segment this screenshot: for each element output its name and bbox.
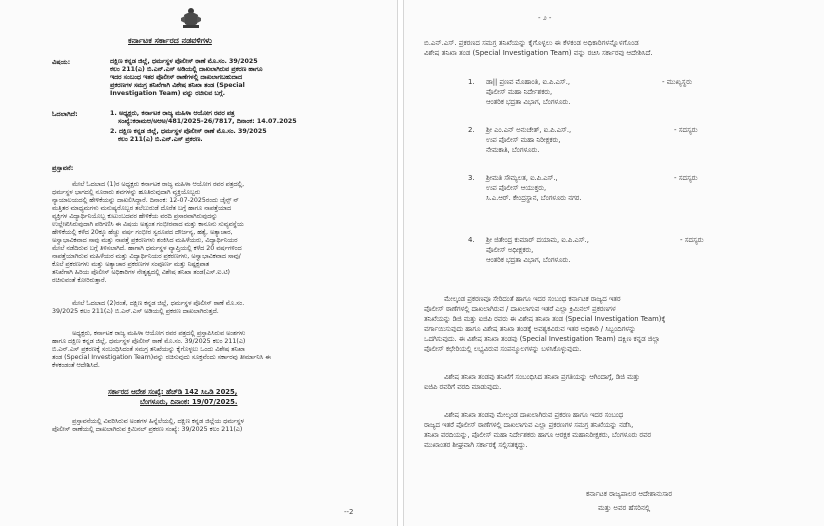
signature-line-2: ಮತ್ತು ಅವರ ಹೆಸರಿನಲ್ಲಿ [598,504,651,512]
page-2: - ೨ - ಬಿ.ಎನ್.ಎಸ್. ಪ್ರಕರಣದ ಸಮಗ್ರ ತನಿಖೆಯನ್ನು ಕೈಗೊಳ್ಳಲು ಈ ಕೆಳಕಂಡ ಅಧಿಕಾರಿಗಳನ್ನೊಳಗೊಂಡ ವಿಶೇಷ ತನಿಖಾ ತಂಡ (Special Investigation Team) ವನ್ನು ರಚಿಸಿ ಸರ್ಕಾರವು ಆದೇಶಿಸಿದೆ. 1. ಡಾ|| ಪ್ರಣವ ಮೊಹಾಂತಿ, ಐ.ಪಿ.ಎಸ್., ಪೊಲೀಸ್ ಮಹಾ ನಿರ್ದೇಶಕರು, ಆಂತರಿಕ ಭದ್ರತಾ ವಿಭಾಗ, ಬೆಂಗಳೂರು. - ಮುಖ್ಯಸ್ಥರು 2. ಶ್ರೀ ಎಂ.ಎನ್ ಅನುಚೇತ್, ಐ.ಪಿ.ಎಸ್., ಉಪ ಪೊಲೀಸ್ ಮಹಾ ನಿರೀಕ್ಷಕರು, ನೇಮಕಾತಿ, ಬೆಂಗಳೂರು. - ಸದಸ್ಯರು 3. ಶ್ರೀಮತಿ ಸೌಮ್ಯಲತ, ಐ.ಪಿ.ಎಸ್., ಉಪ ಪೊಲೀಸ್ ಆಯುಕ್ತರು, ಸಿ.ಎ.ಆರ್. ಕೇಂದ್ರಸ್ಥಾನ, ಬೆಂಗಳೂರು ನಗರ. - ಸದಸ್ಯರು 4. ಶ್ರೀ ಜಿತೇಂದ್ರ ಕುಮಾರ್ ದಯಾಮ, ಐ.ಪಿ.ಎಸ್., ಪೊಲೀಸ್ ಅಧೀಕ್ಷಕರು, ಆಂತರಿಕ ಭದ್ರತಾ ವಿಭಾಗ, ಬೆಂಗಳೂರು. - ಸದಸ್ಯರು ಮೇಲ್ಕಂಡ ಪ್ರಕರಣವೂ ಸೇರಿದಂತೆ ಹಾಗೂ ಇದರ ಸಂಬಂಧ ಕರ್ನಾಟಕ ರಾಜ್ಯದ ಇತರ ಪೊಲೀಸ್ ಠಾಣೆಗಳಲ್ಲಿ ದಾಖಲಾಗಿರುವ / ದಾಖಲಾಗುವ ಇತರೆ ಎಲ್ಲಾ ಕ್ರಿಮಿನಲ್ ಪ್ರಕರಣಗಳ ತನಿಖೆಯನ್ನು ಡಿಜಿ ಮತ್ತು ಐಜಿಪಿ ರವರು ಈ ವಿಶೇಷ ತನಿಖಾ ತಂಡ (Special Investigation Team)ಕ್ಕೆ ವರ್ಗಾಯಿಸುವುದು ಹಾಗೂ ವಿಶೇಷ ತನಿಖಾ ತಂಡಕ್ಕೆ ಅವಶ್ಯಕವಿರುವ ಇತರ ಅಧಿಕಾರಿ / ಸಿಬ್ಬಂದಿಗಳನ್ನು ಒದಗಿಸುವುದು. ಈ ವಿಶೇಷ ತನಿಖಾ ತಂಡವು (Special Investigation Team) ದಕ್ಷಿಣ ಕನ್ನಡ ಜಿಲ್ಲಾ ಪೊಲೀಸ್ ಕಛೇರಿಯಲ್ಲಿ ಲಭ್ಯವಿರುವ ಸಂಪನ್ಮೂಲಗಳನ್ನು ಬಳಸಿಕೊಳ್ಳುವುದು. ವಿಶೇಷ ತನಿಖಾ ತಂಡವು ತನಿಖೆಗೆ ಸಂಬಂಧಿಸಿದ ತನಿಖಾ ಪ್ರಗತಿಯನ್ನು ಆಗಿಂದಾಗ್ಗೆ, ಡಿಜಿ ಮತ್ತು ಐಜಿಪಿ ರವರಿಗೆ ವರದಿ ಮಾಡುವುದು. ವಿಶೇಷ ತನಿಖಾ ತಂಡವು ಮೇಲ್ಕಂಡ ದಾಖಲಾಗಿರುವ ಪ್ರಕರಣ ಹಾಗೂ ಇದರ ಸಂಬಂಧ ರಾಜ್ಯದ ಇತರೆ ಪೊಲೀಸ್ ಠಾಣೆಗಳಲ್ಲಿ ದಾಖಲಾಗುವ ಎಲ್ಲಾ ಪ್ರಕರಣಗಳ ಸಮಗ್ರ ತನಿಖೆಯನ್ನು ನಡೆಸಿ, ತನಿಖಾ ವರದಿಯನ್ನು, ಪೊಲೀಸ್ ಮಹಾ ನಿರ್ದೇಶಕರು ಹಾಗೂ ಆರಕ್ಷಕ ಮಹಾನಿರೀಕ್ಷಕರು, ಬೆಂಗಳೂರು ರವರ ಮುಖಾಂತರ ಶೀಘ್ರವಾಗಿ ಸರ್ಕಾರಕ್ಕೆ ಸಲ್ಲಿಸತಕ್ಕದ್ದು. ಕರ್ನಾಟಕ ರಾಜ್ಯಪಾಲರ ಆದೇಶಾನುಸಾರ ಮತ್ತು ಅವರ ಹೆಸರಿನಲ್ಲಿ [403,0,824,526]
reference-label: ಓದಲಾಗಿದೆ: [52,110,78,118]
order-date-heading: ಬೆಂಗಳೂರು, ದಿನಾಂಕ: 19/07/2025. [140,398,238,406]
next-page-marker: --2 [344,508,354,516]
preamble-label: ಪ್ರಸ್ತಾವನೆ: [52,164,74,172]
government-title: ಕರ್ನಾಟಕ ಸರ್ಕಾರದ ನಡವಳಿಗಳು [128,36,212,45]
order-number-heading: ಸರ್ಕಾರದ ಆದೇಶ ಸಂಖ್ಯೆ: ಹೆಚ್‌ಡಿ 142 ಸಿಒಡಿ 2025, [108,388,238,396]
subject-label: ವಿಷಯ: [52,58,71,66]
signature-line-1: ಕರ್ನಾಟಕ ರಾಜ್ಯಪಾಲರ ಆದೇಶಾನುಸಾರ [586,490,673,498]
page-number: - ೨ - [538,14,552,22]
page-1: ಕರ್ನಾಟಕ ಸರ್ಕಾರದ ನಡವಳಿಗಳು ವಿಷಯ: ದಕ್ಷಿಣ ಕನ್ನಡ ಜಿಲ್ಲೆ, ಧರ್ಮಸ್ಥಳ ಪೊಲೀಸ್ ಠಾಣೆ ಮೊ.ಸಂ. 39/2025 ಕಲಂ 211(ಎ) ಬಿ.ಎನ್.ಎಸ್ ಅಡಿಯಲ್ಲಿ ದಾಖಲಾಗಿರುವ ಪ್ರಕರಣ ಹಾಗೂ ಇದರ ಸಂಬಂಧ ಇತರ ಪೊಲೀಸ್ ಠಾಣೆಗಳಲ್ಲಿ ದಾಖಲಾಗಬಹುದಾದ ಪ್ರಕರಣಗಳ ಸಮಗ್ರ ತನಿಖೆಗಾಗಿ ವಿಶೇಷ ತನಿಖಾ ತಂಡ (Special Investigation Team) ವನ್ನು ರಚಿಸುವ ಬಗ್ಗೆ. ಓದಲಾಗಿದೆ: 1. ಅಧ್ಯಕ್ಷರು, ಕರ್ನಾಟಕ ರಾಜ್ಯ ಮಹಿಳಾ ಆಯೋಗ ರವರ ಪತ್ರ ಸಂಖ್ಯೆ:ಕರಾಮಆ/ಅಆಅ/481/2025-26/7817, ದಿನಾಂಕ: 14.07.2025 2. ದಕ್ಷಿಣ ಕನ್ನಡ ಜಿಲ್ಲೆ, ಧರ್ಮಸ್ಥಳ ಪೊಲೀಸ್ ಠಾಣೆ ಮೊ.ಸಂ. 39/2025 ಕಲಂ 211(ಎ) ಬಿ.ಎನ್.ಎಸ್ ಪ್ರಕರಣ. ಪ್ರಸ್ತಾವನೆ: ಮೇಲೆ ಓದಲಾದ (1)ರ ಅಧ್ಯಕ್ಷರು ಕರ್ನಾಟಕ ರಾಜ್ಯ ಮಹಿಳಾ ಆಯೋಗ ರವರ ಪತ್ರದಲ್ಲಿ, ಧರ್ಮಸ್ಥಳ ಭಾಗದಲ್ಲಿ ನೂರಾರು ಶವಗಳನ್ನು ಹೂತಿರುವುದಾಗಿ ವ್ಯಕ್ತಿಯೊಬ್ಬರು ನ್ಯಾಯಾಲಯದಲ್ಲಿ ಹೇಳಿಕೆಯನ್ನು ದಾಖಲಿಸಿದ್ದಾರೆ. ದಿನಾಂಕ: 12-07-2025ರಂದು ಜೈನ್ಸ್ ನ್ ಮತ್ತಿತರ ಮಾಧ್ಯಮಗಳು ಮನುಷ್ಯರೊಬ್ಬರ ತಲೆಬುರುಡೆ ದೊರೆತ ಬಗ್ಗೆ ಹಾಗೂ ನಾಪತ್ತೆಯಾದ ವ್ಯಕ್ತಿಗಳ ವಿದ್ಯಾರ್ಥಿನಿಯೊಬ್ಬ ಕುಟುಂಬದವರ ಹೇಳಿಕೆಯ ವರದಿ ಪ್ರಸಾರವಾಗಿರುವುದನ್ನು ಉಲ್ಲೇಖಿಸಿರುವುದಾಗಿ ಪರಿಗಣಿಸಿ ಈ ವಿಷಯ ಅತ್ಯಂತ ಗಂಭೀರವಾದ ಮತ್ತು ಕಾನೂನು ಸುವ್ಯವಸ್ಥೆಯ ಹೇಳಿಕೆಯಲ್ಲಿ ಕಳೆದ 20ಕ್ಕೂ ಹೆಚ್ಚು ವರ್ಷ ಗಂಭೀರ ಸ್ವರೂಪದ ದೌರ್ಜನ್ಯ, ಹತ್ಯೆ, ಅತ್ಯಾಚಾರ, ಅಸ್ವಾಭಾವಿಕವಾದ ಸಾವು ಮತ್ತು ನಾಪತ್ತೆ ಪ್ರಕರಣಗಳು ಶಂಕಿಸಿದ ಮಹಿಳೆಯರು, ವಿದ್ಯಾರ್ಥಿನಿಯರ ಮೇಲೆ ನಡೆದಿರುವ ಬಗ್ಗೆ ತಿಳಿಸಲಾಗಿದೆ. ಹಾಗಾಗಿ ಧರ್ಮಸ್ಥಳ ವ್ಯಾಪ್ತಿಯಲ್ಲಿ ಕಳೆದ 20 ವರ್ಷಗಳಿಂದ ನಾಪತ್ತೆಯಾಗಿರುವ ಮಹಿಳೆಯರ ಮತ್ತು ವಿದ್ಯಾರ್ಥಿನಿಯರ ಪ್ರಕರಣಗಳು, ಅಸ್ವಾಭಾವಿಕವಾದ ಸಾವು/ ಕೊಲೆ ಪ್ರಕರಣಗಳು ಮತ್ತು ಅತ್ಯಾಚಾರ ಪ್ರಕರಣಗಳ ಸಂಪೂರ್ಣ ಮತ್ತು ನಿಷ್ಪಕ್ಷಪಾತ ತನಿಖೆಗಾಗಿ ಹಿರಿಯ ಪೊಲೀಸ್ ಅಧಿಕಾರಿಗಳ ನೇತೃತ್ವದಲ್ಲಿ ವಿಶೇಷ ತನಿಖಾ ತಂಡ(ಎಸ್.ಐ.ಟಿ) ರಚಿಸುವಂತೆ ಕೋರಿರುತ್ತಾರೆ. ಮೇಲೆ ಓದಲಾದ (2)ರಂತೆ, ದಕ್ಷಿಣ ಕನ್ನಡ ಜಿಲ್ಲೆ, ಧರ್ಮಸ್ಥಳ ಪೊಲೀಸ್ ಠಾಣೆ ಮೊ.ಸಂ. 39/2025 ಕಲಂ 211(ಎ) ಬಿ.ಎನ್.ಎಸ್ ಅಡಿಯಲ್ಲಿ ಪ್ರಕರಣ ದಾಖಲಾಗಿರುತ್ತದೆ. ಅಧ್ಯಕ್ಷರು, ಕರ್ನಾಟಕ ರಾಜ್ಯ ಮಹಿಳಾ ಆಯೋಗ ರವರ ಪತ್ರದಲ್ಲಿ ಪ್ರಸ್ತಾಪಿಸಿರುವ ಅಂಶಗಳು ಹಾಗೂ ದಕ್ಷಿಣ ಕನ್ನಡ ಜಿಲ್ಲೆ, ಧರ್ಮಸ್ಥಳ ಪೊಲೀಸ್ ಠಾಣೆ ಮೊ.ಸಂ. 39/2025 ಕಲಂ 211(ಎ) ಬಿ.ಎನ್.ಎಸ್ ಪ್ರಕರಣಕ್ಕೆ ಸಂಬಂಧಿಸಿದಂತೆ ಸಮಗ್ರ ತನಿಖೆಯನ್ನು ಕೈಗೊಳ್ಳಲು ಒಂದು ವಿಶೇಷ ತನಿಖಾ ತಂಡ (Special Investigation Team)ವನ್ನು ರಚಿಸುವುದು ಸೂಕ್ತವೆಂದು ಸರ್ಕಾರವು ತೀರ್ಮಾನಿಸಿ ಈ ಕೆಳಕಂಡಂತೆ ಆದೇಶಿಸಿದೆ. ಸರ್ಕಾರದ ಆದೇಶ ಸಂಖ್ಯೆ: ಹೆಚ್‌ಡಿ 142 ಸಿಒಡಿ 2025, ಬೆಂಗಳೂರು, ದಿನಾಂಕ: 19/07/2025. ಪ್ರಸ್ತಾವನೆಯಲ್ಲಿ ವಿವರಿಸಿರುವ ಅಂಶಗಳ ಹಿನ್ನೆಲೆಯಲ್ಲಿ, ದಕ್ಷಿಣ ಕನ್ನಡ ಜಿಲ್ಲೆಯ ಧರ್ಮಸ್ಥಳ ಪೊಲೀಸ್ ಠಾಣೆಯಲ್ಲಿ ದಾಖಲಾಗಿರುವ ಕ್ರಿಮಿನಲ್ ಪ್ರಕರಣ ಸಂಖ್ಯೆ: 39/2025 ಕಲಂ 211(ಎ) --2 [0,0,398,526]
state-emblem-icon [178,6,204,30]
